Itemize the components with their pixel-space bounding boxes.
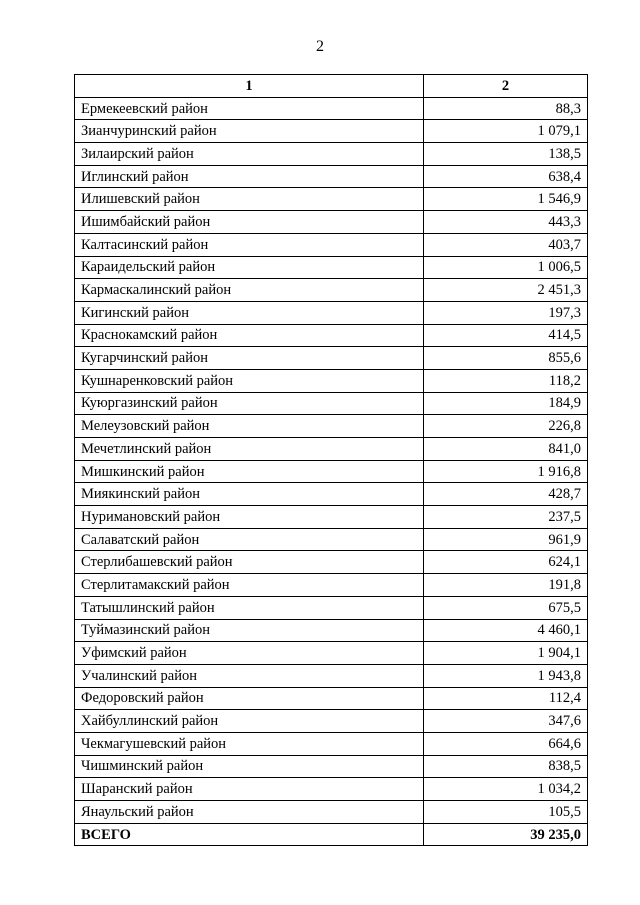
table-row <box>75 506 588 529</box>
table-row <box>75 460 588 483</box>
district-name-cell: Калтасинский район <box>75 233 424 256</box>
amount-cell: 138,5 <box>424 143 588 166</box>
table-row <box>75 574 588 597</box>
district-name-cell: Федоровский район <box>75 687 424 710</box>
amount-cell: 624,1 <box>424 551 588 574</box>
amount-cell: 226,8 <box>424 415 588 438</box>
amount-cell: 4 460,1 <box>424 619 588 642</box>
table-row <box>75 596 588 619</box>
district-name-cell: Уфимский район <box>75 642 424 665</box>
table-row <box>75 801 588 824</box>
column-header-2: 2 <box>424 75 588 98</box>
district-name-cell: Нуримановский район <box>75 506 424 529</box>
table-row <box>75 755 588 778</box>
district-name-cell: Караидельский район <box>75 256 424 279</box>
district-name-cell: Кугарчинский район <box>75 347 424 370</box>
amount-cell: 838,5 <box>424 755 588 778</box>
table-row <box>75 188 588 211</box>
table-row <box>75 233 588 256</box>
amount-cell: 961,9 <box>424 528 588 551</box>
amount-cell: 118,2 <box>424 369 588 392</box>
table-row <box>75 415 588 438</box>
table-row <box>75 778 588 801</box>
district-name-cell: Учалинский район <box>75 664 424 687</box>
amount-cell: 112,4 <box>424 687 588 710</box>
district-name-cell: Янаульский район <box>75 801 424 824</box>
amount-cell: 664,6 <box>424 732 588 755</box>
district-name-cell: Кигинский район <box>75 301 424 324</box>
table-row <box>75 324 588 347</box>
district-name-cell: Миякинский район <box>75 483 424 506</box>
district-name-cell: Куюргазинский район <box>75 392 424 415</box>
district-name-cell: Краснокамский район <box>75 324 424 347</box>
table-row <box>75 301 588 324</box>
amount-cell: 414,5 <box>424 324 588 347</box>
district-name-cell: Ишимбайский район <box>75 211 424 234</box>
district-name-cell: Мечетлинский район <box>75 438 424 461</box>
district-name-cell: Стерлитамакский район <box>75 574 424 597</box>
allocation-table <box>74 74 588 846</box>
amount-cell: 675,5 <box>424 596 588 619</box>
district-name-cell: Туймазинский район <box>75 619 424 642</box>
table-row <box>75 369 588 392</box>
amount-cell: 1 546,9 <box>424 188 588 211</box>
amount-cell: 1 916,8 <box>424 460 588 483</box>
district-name-cell: Зилаирский район <box>75 143 424 166</box>
district-name-cell: Чекмагушевский район <box>75 732 424 755</box>
column-header-1: 1 <box>75 75 424 98</box>
district-name-cell: Кармаскалинский район <box>75 279 424 302</box>
district-name-cell: Ермекеевский район <box>75 97 424 120</box>
district-name-cell: Илишевский район <box>75 188 424 211</box>
table-row <box>75 347 588 370</box>
amount-cell: 1 034,2 <box>424 778 588 801</box>
amount-cell: 638,4 <box>424 165 588 188</box>
amount-cell: 841,0 <box>424 438 588 461</box>
amount-cell: 403,7 <box>424 233 588 256</box>
amount-cell: 855,6 <box>424 347 588 370</box>
district-name-cell: Мишкинский район <box>75 460 424 483</box>
table-row <box>75 710 588 733</box>
district-name-cell: Татышлинский район <box>75 596 424 619</box>
district-name-cell: Кушнаренковский район <box>75 369 424 392</box>
district-name-cell: Чишминский район <box>75 755 424 778</box>
district-name-cell: Стерлибашевский район <box>75 551 424 574</box>
amount-cell: 237,5 <box>424 506 588 529</box>
table-row <box>75 528 588 551</box>
amount-cell: 1 904,1 <box>424 642 588 665</box>
table-row <box>75 256 588 279</box>
table-row <box>75 551 588 574</box>
amount-cell: 184,9 <box>424 392 588 415</box>
district-name-cell: Мелеузовский район <box>75 415 424 438</box>
amount-cell: 347,6 <box>424 710 588 733</box>
table-row <box>75 619 588 642</box>
table-row <box>75 642 588 665</box>
header-row <box>75 75 588 98</box>
table-row <box>75 279 588 302</box>
district-name-cell: Салаватский район <box>75 528 424 551</box>
amount-cell: 428,7 <box>424 483 588 506</box>
amount-cell: 2 451,3 <box>424 279 588 302</box>
district-name-cell: Зианчуринский район <box>75 120 424 143</box>
amount-cell: 1 943,8 <box>424 664 588 687</box>
total-row <box>75 823 588 846</box>
table-row <box>75 165 588 188</box>
amount-cell: 191,8 <box>424 574 588 597</box>
total-amount-cell: 39 235,0 <box>424 823 588 846</box>
table-row <box>75 211 588 234</box>
amount-cell: 88,3 <box>424 97 588 120</box>
district-name-cell: Хайбуллинский район <box>75 710 424 733</box>
amount-cell: 1 079,1 <box>424 120 588 143</box>
table-row <box>75 97 588 120</box>
total-label-cell: ВСЕГО <box>75 823 424 846</box>
table-row <box>75 732 588 755</box>
amount-cell: 1 006,5 <box>424 256 588 279</box>
table-row <box>75 143 588 166</box>
table-row <box>75 664 588 687</box>
table-row <box>75 392 588 415</box>
amount-cell: 105,5 <box>424 801 588 824</box>
table-body <box>75 97 588 846</box>
district-name-cell: Шаранский район <box>75 778 424 801</box>
table-row <box>75 120 588 143</box>
amount-cell: 197,3 <box>424 301 588 324</box>
amount-cell: 443,3 <box>424 211 588 234</box>
table-row <box>75 687 588 710</box>
page-number: 2 <box>316 38 324 55</box>
table-row <box>75 483 588 506</box>
table-row <box>75 438 588 461</box>
district-name-cell: Иглинский район <box>75 165 424 188</box>
